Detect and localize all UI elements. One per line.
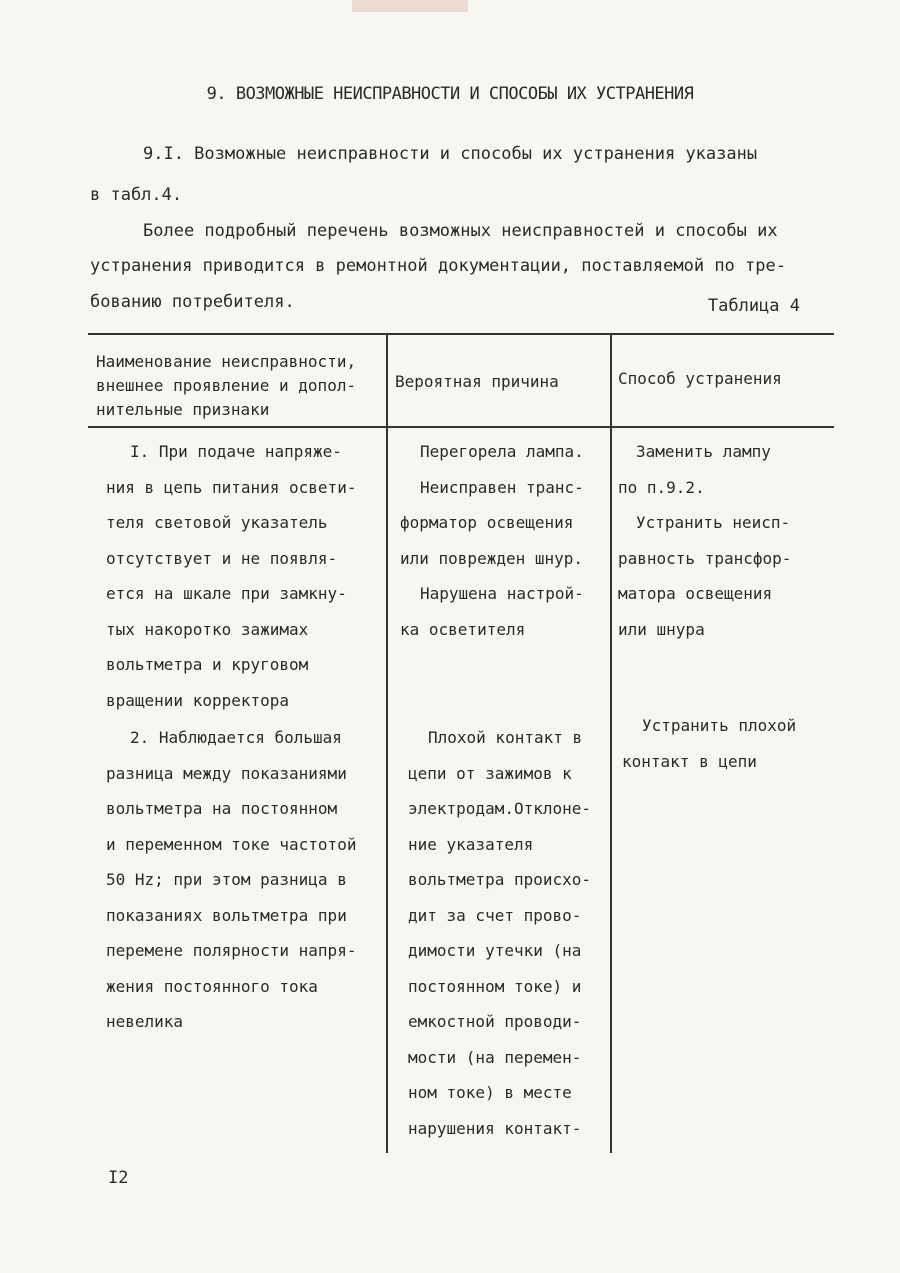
table-cell-line: жения постоянного тока — [106, 976, 318, 996]
table-cell-line: перемене полярности напря- — [106, 941, 357, 960]
table-cell-line: и переменном токе частотой — [106, 834, 357, 854]
table-cell-line: отсутствует и не появля- — [106, 548, 338, 568]
table-cell-line: Плохой контакт в — [428, 728, 583, 747]
table-cell-line: невелика — [106, 1012, 184, 1031]
table-cell-line: емкостной проводи- — [408, 1012, 582, 1031]
table-cell-line: вольтметра на постоянном — [106, 799, 338, 818]
paragraph-2-line-1: Более подробный перечень возможных неисправностей и способы их — [143, 221, 778, 241]
table-cell-line: Нарушена настрой- — [420, 584, 584, 603]
table-cell-line: Устранить неисп- — [636, 513, 791, 532]
table-header-fault-line: внешнее проявление и допол- — [96, 376, 357, 395]
table-cell-line: электродам.Отклоне- — [408, 799, 592, 818]
row-2-fault — [106, 720, 356, 1040]
table-cell-line: Заменить лампу — [636, 442, 771, 461]
table-cell-line: цепи от зажимов к — [408, 763, 572, 783]
row-2-remedy — [622, 708, 796, 779]
table-cell-line: постоянном токе) и — [408, 976, 582, 996]
table-cell-line: ка осветителя — [400, 619, 526, 639]
table-cell-line: теля световой указатель — [106, 513, 328, 532]
row-1-fault — [106, 434, 356, 718]
table-cell-line: вольтметра происхо- — [408, 870, 592, 889]
table-cell-line: равность трансфор- — [618, 548, 792, 568]
table-header-remedy: Способ устранения — [618, 369, 782, 388]
table-header-cause: Вероятная причина — [395, 372, 559, 391]
table-cell-line: ном токе) в месте — [408, 1083, 572, 1102]
table-cell-line: ется на шкале при замкну- — [106, 584, 347, 603]
table-cell-line: показаниях вольтметра при — [106, 905, 347, 925]
table-cell-line: контакт в цепи — [622, 751, 757, 771]
table-cell-line: дит за счет прово- — [408, 905, 582, 925]
table-cell-line: Перегорела лампа. — [420, 442, 584, 461]
table-cell-line: нарушения контакт- — [408, 1118, 582, 1138]
paragraph-2-line-3: бованию потребителя. — [90, 292, 295, 312]
table-cell-line: ния в цепь питания освети- — [106, 477, 357, 497]
table-cell-line: Устранить плохой — [642, 716, 797, 735]
paragraph-9-1-line-1: 9.I. Возможные неисправности и способы их устранения указаны — [143, 144, 758, 164]
table-cell-line: тых накоротко зажимах — [106, 619, 309, 639]
row-2-cause — [408, 720, 591, 1146]
table-cell-line: матора освещения — [618, 584, 773, 603]
table-cell-line: ние указателя — [408, 834, 534, 854]
table-cell-line: разница между показаниями — [106, 763, 347, 783]
table-cell-line: по п.9.2. — [618, 477, 705, 497]
table-header-fault — [96, 350, 356, 422]
table-cell-line: вращении корректора — [106, 690, 290, 710]
table-header-fault-line: нительные признаки — [96, 400, 270, 419]
row-1-remedy — [618, 434, 791, 647]
top-stamp-mark — [352, 0, 468, 12]
paragraph-9-1-line-2: в табл.4. — [90, 185, 183, 205]
table-caption: Таблица 4 — [707, 296, 800, 316]
table-cell-line: вольтметра и круговом — [106, 655, 309, 674]
row-1-cause — [400, 434, 584, 647]
table-column-divider-2 — [610, 335, 612, 1153]
table-cell-line: 2. Наблюдается большая — [130, 728, 342, 747]
table-header-fault-line: Наименование неисправности, — [96, 352, 357, 371]
section-heading: 9. ВОЗМОЖНЫЕ НЕИСПРАВНОСТИ И СПОСОБЫ ИХ УСТРАНЕНИЯ — [206, 84, 694, 104]
page-number: I2 — [108, 1168, 129, 1188]
table-header-rule — [88, 426, 834, 428]
table-cell-line: мости (на перемен- — [408, 1047, 582, 1067]
table-cell-line: 50 Hz; при этом разница в — [106, 870, 347, 889]
table-column-divider-1 — [386, 335, 388, 1153]
paragraph-2-line-2: устранения приводится в ремонтной документации, поставляемой по тре- — [90, 256, 786, 276]
table-cell-line: I. При подаче напряже- — [130, 442, 342, 461]
table-cell-line: Неисправен транс- — [420, 477, 584, 497]
table-cell-line: или шнура — [618, 619, 705, 639]
table-top-rule — [88, 333, 834, 335]
table-cell-line: или поврежден шнур. — [400, 548, 584, 568]
table-cell-line: димости утечки (на — [408, 941, 582, 960]
table-cell-line: форматор освещения — [400, 513, 574, 532]
